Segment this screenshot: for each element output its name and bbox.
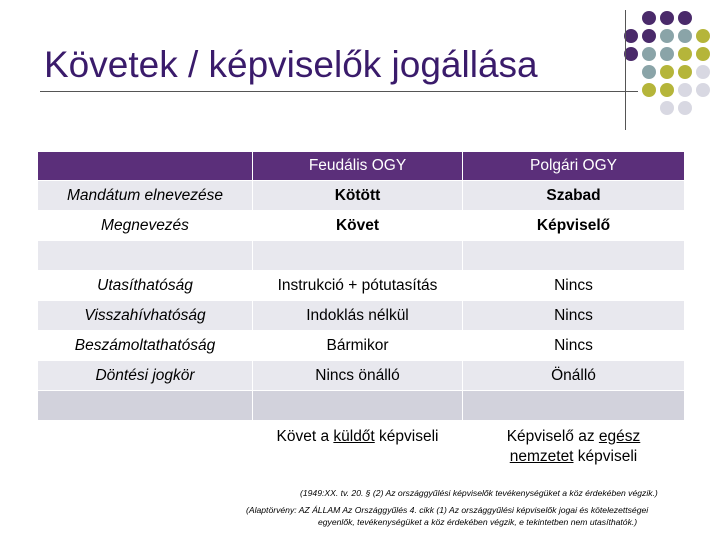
row-label: Visszahívhatóság xyxy=(38,301,253,331)
decor-dot xyxy=(624,29,638,43)
decor-dot xyxy=(660,101,674,115)
decor-dot xyxy=(696,29,710,43)
table-header-row xyxy=(38,152,685,181)
feudal-cell: Instrukció + pótutasítás xyxy=(253,271,463,301)
header-cell-empty xyxy=(38,152,253,181)
slide-title: Követek / képviselők jogállása xyxy=(44,44,538,85)
decor-dot xyxy=(660,83,674,97)
civil-cell xyxy=(463,391,685,421)
row-label xyxy=(38,241,253,271)
feudal-cell: Bármikor xyxy=(253,331,463,361)
summary-label-empty xyxy=(38,421,253,484)
civil-summary-underlined-1: egész xyxy=(598,428,641,445)
header-cell-feudal: Feudális OGY xyxy=(253,152,463,181)
feudal-summary-text: Követ a xyxy=(276,428,334,445)
footnote-line-3: egyenlők, tevékenységüket a köz érdekében végzik, e tekintetben nem utasíthatók.) xyxy=(318,517,638,527)
row-label: Megnevezés xyxy=(38,211,253,241)
decor-dot xyxy=(696,47,710,61)
footnote-line-2: (Alaptörvény: AZ ÁLLAM Az Országgyűlés 4. cikk (1) Az országgyűlési képviselők jogai és kötelezettségei xyxy=(246,505,649,515)
title-underline-rule xyxy=(40,91,638,92)
feudal-cell: Nincs önálló xyxy=(253,361,463,391)
civil-cell: Képviselő xyxy=(463,211,685,241)
decorative-vertical-rule xyxy=(625,10,626,130)
feudal-summary-text-end: képviseli xyxy=(374,428,439,445)
decor-dot xyxy=(678,83,692,97)
header-cell-civil: Polgári OGY xyxy=(463,152,685,181)
civil-cell: Szabad xyxy=(463,181,685,211)
decor-dot xyxy=(642,83,656,97)
decor-dot xyxy=(642,11,656,25)
feudal-cell: Indoklás nélkül xyxy=(253,301,463,331)
civil-cell: Önálló xyxy=(463,361,685,391)
table-row xyxy=(38,361,685,391)
footnote-line-1: (1949:XX. tv. 20. § (2) Az országgyűlési képviselők tevékenységüket a köz érdekében végzik.) xyxy=(300,488,658,498)
table-row-empty xyxy=(38,391,685,421)
civil-cell: Nincs xyxy=(463,331,685,361)
civil-summary-underlined-2: nemzetet xyxy=(509,448,574,465)
civil-summary-cell xyxy=(463,421,685,484)
decor-dot xyxy=(660,65,674,79)
feudal-summary-cell xyxy=(253,421,463,484)
feudal-summary-underlined: küldőt xyxy=(333,428,375,445)
decor-dot xyxy=(678,11,692,25)
decor-dot xyxy=(678,29,692,43)
feudal-cell: Követ xyxy=(253,211,463,241)
decor-dot xyxy=(696,65,710,79)
table-row xyxy=(38,271,685,301)
feudal-cell xyxy=(253,391,463,421)
decor-dot xyxy=(696,83,710,97)
comparison-table xyxy=(37,151,685,484)
decor-dot xyxy=(642,29,656,43)
table-row-empty xyxy=(38,241,685,271)
decor-dot xyxy=(660,11,674,25)
feudal-cell xyxy=(253,241,463,271)
civil-cell: Nincs xyxy=(463,301,685,331)
civil-summary-text: Képviselő az xyxy=(506,428,599,445)
decor-dot xyxy=(678,47,692,61)
decor-dot xyxy=(678,65,692,79)
decor-dot xyxy=(678,101,692,115)
table-row xyxy=(38,301,685,331)
feudal-cell: Kötött xyxy=(253,181,463,211)
table-row xyxy=(38,181,685,211)
decor-dot xyxy=(660,47,674,61)
decor-dot xyxy=(624,47,638,61)
table-row xyxy=(38,211,685,241)
table-row-summary xyxy=(38,421,685,484)
decor-dot xyxy=(660,29,674,43)
row-label: Mandátum elnevezése xyxy=(38,181,253,211)
row-label: Beszámoltathatóság xyxy=(38,331,253,361)
civil-cell xyxy=(463,241,685,271)
row-label: Döntési jogkör xyxy=(38,361,253,391)
decor-dot xyxy=(642,65,656,79)
decor-dot xyxy=(642,47,656,61)
row-label: Utasíthatóság xyxy=(38,271,253,301)
row-label xyxy=(38,391,253,421)
civil-cell: Nincs xyxy=(463,271,685,301)
civil-summary-text-end: képviseli xyxy=(573,448,638,465)
table-row xyxy=(38,331,685,361)
